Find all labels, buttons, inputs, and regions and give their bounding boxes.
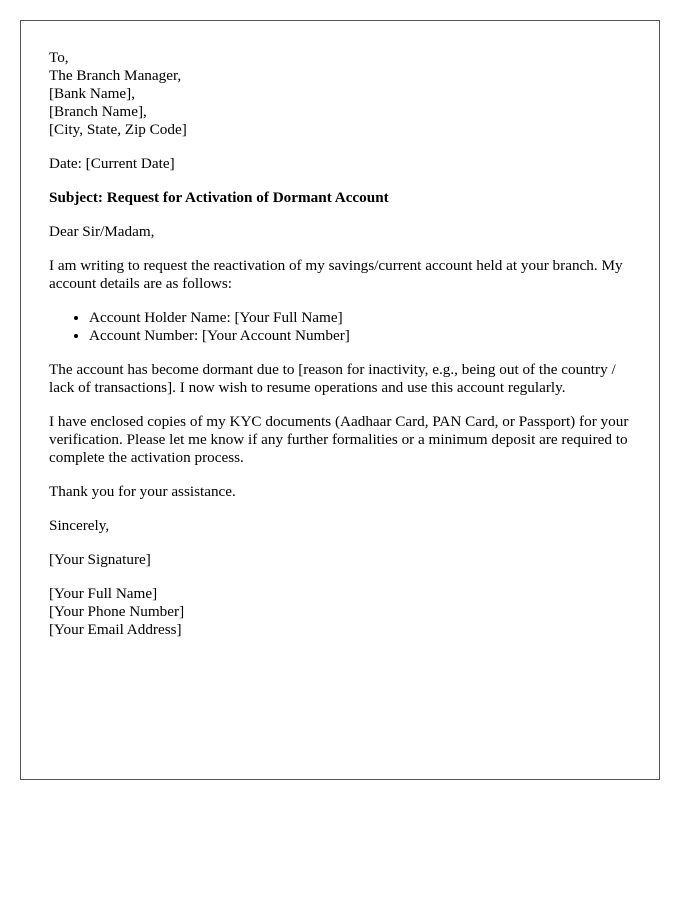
sender-email: [Your Email Address] (49, 621, 182, 638)
recipient-to: To, (49, 49, 69, 66)
sender-name: [Your Full Name] (49, 585, 158, 602)
account-number-item: • Account Number: [Your Account Number] (89, 327, 631, 345)
intro-paragraph: I am writing to request the reactivation of my savings/current account held at your branch. My account details are as follows: (49, 257, 623, 292)
account-details-list (49, 309, 631, 345)
salutation: Dear Sir/Madam, (49, 223, 155, 240)
documents-paragraph: I have enclosed copies of my KYC documents (Aadhaar Card, PAN Card, or Passport) for your verification. Please let me know if any further formalities or a minimum deposit are required to complete the activation process. (49, 413, 629, 466)
recipient-title: The Branch Manager, (49, 67, 182, 84)
recipient-address (49, 49, 631, 139)
letter-date: Date: [Current Date] (49, 155, 175, 172)
thanks-paragraph: Thank you for your assistance. (49, 483, 236, 500)
closing: Sincerely, (49, 517, 110, 534)
reason-paragraph: The account has become dormant due to [reason for inactivity, e.g., being out of the country / lack of transactions]. I now wish to resume operations and use this account regularly. (49, 361, 616, 396)
recipient-branch: [Branch Name], (49, 103, 147, 120)
sender-details (49, 585, 631, 639)
letter-subject: Subject: Request for Activation of Dormant Account (49, 189, 389, 206)
signature-placeholder: [Your Signature] (49, 551, 151, 568)
recipient-city: [City, State, Zip Code] (49, 121, 187, 138)
recipient-bank: [Bank Name], (49, 85, 136, 102)
sender-phone: [Your Phone Number] (49, 603, 185, 620)
account-holder-name-item: • Account Holder Name: [Your Full Name] (89, 309, 631, 327)
letter-page (20, 20, 660, 780)
